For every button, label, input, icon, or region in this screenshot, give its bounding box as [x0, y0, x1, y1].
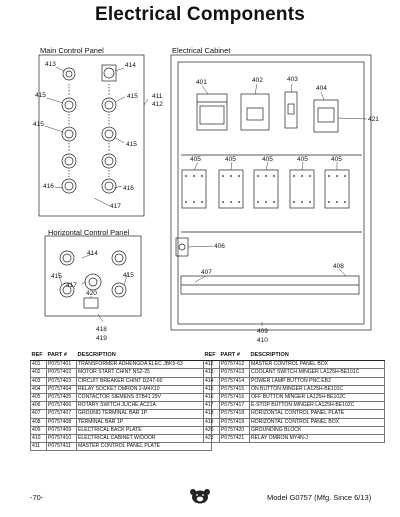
table-row	[204, 394, 385, 402]
description-cell: GROUND TERMINAL BAR 1P	[77, 410, 212, 418]
callout-407: 407	[201, 269, 212, 276]
ref-cell: 412	[204, 361, 220, 369]
column-header-description: DESCRIPTION	[77, 352, 212, 361]
callout-415: 415	[123, 272, 134, 279]
callout-421: 421	[368, 116, 379, 123]
electrical-cabinet-label: Electrical Cabinet	[172, 46, 231, 55]
table-row	[31, 418, 212, 426]
table-row	[204, 385, 385, 393]
description-cell: RELAY OMRON MY4N-J	[250, 435, 385, 443]
table-row	[31, 369, 212, 377]
ref-cell: 402	[31, 369, 47, 377]
part-number-cell: P0757412	[220, 361, 250, 369]
model-info: Model G0757 (Mfg. Since 6/13)	[267, 493, 372, 502]
ref-cell: 408	[31, 418, 47, 426]
table-row	[204, 377, 385, 385]
callout-415: 415	[33, 121, 44, 128]
part-number-cell: P0757409	[47, 426, 77, 434]
callout-409: 409	[257, 328, 268, 335]
table-row	[31, 443, 212, 451]
description-cell: MASTER CONTROL PANEL BOX	[250, 361, 385, 369]
part-number-cell: P0757408	[47, 418, 77, 426]
description-cell: E-STOP BUTTON MINGER LA125H-BE102C	[250, 402, 385, 410]
parts-table-right	[203, 352, 385, 443]
description-cell: GROUNDING BLOCK	[250, 426, 385, 434]
callout-410: 410	[257, 337, 268, 344]
table-row	[31, 402, 212, 410]
callout-401: 401	[196, 79, 207, 86]
ref-cell: 405	[31, 394, 47, 402]
table-row	[31, 361, 212, 369]
table-row	[204, 426, 385, 434]
callout-416: 416	[43, 183, 54, 190]
ref-cell: 418	[204, 410, 220, 418]
description-cell: POWER LAMP BUTTON PNC EB2	[250, 377, 385, 385]
column-header-part: PART #	[47, 352, 77, 361]
page-number: -70-	[30, 493, 44, 502]
callout-417: 417	[66, 282, 77, 289]
parts-table-left	[30, 352, 212, 451]
main-panel-buttons	[62, 65, 116, 193]
horizontal-panel-buttons	[60, 251, 126, 308]
callout-405: 405	[225, 156, 236, 163]
description-cell: ELECTRICAL BACK PLATE	[77, 426, 212, 434]
callout-415: 415	[127, 93, 138, 100]
part-number-cell: P0757405	[47, 394, 77, 402]
description-cell: COOLANT SWITCH MINGER LA125H-BE101C	[250, 369, 385, 377]
description-cell: RELAY SOCKET OMRON 2-M4X10	[77, 385, 212, 393]
callout-414: 414	[125, 62, 136, 69]
transformer	[197, 94, 227, 130]
bear-logo-icon	[189, 488, 211, 504]
table-row	[204, 435, 385, 443]
callout-415: 415	[126, 141, 137, 148]
callout-415: 415	[51, 273, 62, 280]
callout-405: 405	[331, 156, 342, 163]
table-row	[31, 385, 212, 393]
table-row	[31, 394, 212, 402]
ref-cell: 415	[204, 385, 220, 393]
callout-420: 420	[86, 290, 97, 297]
part-number-cell: P0757404	[47, 385, 77, 393]
horizontal-control-panel-label: Horizontal Control Panel	[48, 228, 130, 237]
table-row	[31, 426, 212, 434]
callout-405: 405	[297, 156, 308, 163]
ref-cell: 421	[204, 435, 220, 443]
part-number-cell: P0757417	[220, 402, 250, 410]
description-cell: HORIZONTAL CONTROL PANEL BOX	[250, 418, 385, 426]
callout-405: 405	[262, 156, 273, 163]
contactor-terminals	[185, 175, 346, 203]
electrical-cabinet	[171, 55, 371, 330]
ref-cell: 406	[31, 402, 47, 410]
callout-419: 419	[96, 335, 107, 342]
callout-403: 403	[287, 76, 298, 83]
main-control-panel-label: Main Control Panel	[40, 46, 104, 55]
ref-cell: 411	[31, 443, 47, 451]
part-number-cell: P0757415	[220, 385, 250, 393]
ref-cell: 407	[31, 410, 47, 418]
table-row	[204, 418, 385, 426]
description-cell: HORIZONTAL CONTROL PANEL PLATE	[250, 410, 385, 418]
description-cell: TERMINAL BAR 1P	[77, 418, 212, 426]
table-row	[204, 361, 385, 369]
ref-cell: 413	[204, 369, 220, 377]
ref-cell: 419	[204, 418, 220, 426]
column-header-ref: REF	[31, 352, 47, 361]
table-row	[204, 402, 385, 410]
callout-404: 404	[316, 85, 327, 92]
description-cell: MASTER CONTROL PANEL PLATE	[77, 443, 212, 451]
description-cell: ELECTRICAL CABINET W/DOOR	[77, 435, 212, 443]
table-row	[204, 369, 385, 377]
ref-cell: 410	[31, 435, 47, 443]
description-cell: TRANSFORMER ADHENGDA ELEC JBK5-63	[77, 361, 212, 369]
part-number-cell: P0757411	[47, 443, 77, 451]
part-number-cell: P0757420	[220, 426, 250, 434]
circuit-breaker	[285, 92, 297, 128]
description-cell: ROTARY SWITCH JUCHE AC21A	[77, 402, 212, 410]
part-number-cell: P0757410	[47, 435, 77, 443]
table-row	[31, 410, 212, 418]
ref-cell: 404	[31, 385, 47, 393]
part-number-cell: P0757416	[220, 394, 250, 402]
table-row	[31, 377, 212, 385]
part-number-cell: P0757403	[47, 377, 77, 385]
motor-starter	[241, 94, 269, 130]
callout-411: 411	[152, 93, 163, 100]
callout-408: 408	[333, 263, 344, 270]
part-number-cell: P0757401	[47, 361, 77, 369]
callout-414: 414	[87, 250, 98, 257]
ref-cell: 401	[31, 361, 47, 369]
table-row	[204, 410, 385, 418]
description-cell: CONTACTOR SIEMENS 3TB41 29V	[77, 394, 212, 402]
column-header-ref: REF	[204, 352, 220, 361]
ref-cell: 409	[31, 426, 47, 434]
part-number-cell: P0757414	[220, 377, 250, 385]
callout-413: 413	[45, 61, 56, 68]
column-header-description: DESCRIPTION	[250, 352, 385, 361]
callout-416: 416	[123, 185, 134, 192]
ref-cell: 403	[31, 377, 47, 385]
column-header-part: PART #	[220, 352, 250, 361]
callout-405: 405	[190, 156, 201, 163]
description-cell: OFF BUTTON MINGER LA125H-BE102C	[250, 394, 385, 402]
ref-cell: 414	[204, 377, 220, 385]
callout-417: 417	[110, 203, 121, 210]
callout-418: 418	[96, 326, 107, 333]
ref-cell: 417	[204, 402, 220, 410]
part-number-cell: P0757413	[220, 369, 250, 377]
callout-412: 412	[152, 101, 163, 108]
ref-cell: 420	[204, 426, 220, 434]
part-number-cell: P0757421	[220, 435, 250, 443]
part-number-cell: P0757407	[47, 410, 77, 418]
description-cell: ON BUTTON MINGER LA125H-BE101C	[250, 385, 385, 393]
relay-socket	[314, 100, 338, 132]
part-number-cell: P0757406	[47, 402, 77, 410]
part-number-cell: P0757418	[220, 410, 250, 418]
part-number-cell: P0757419	[220, 418, 250, 426]
table-row	[31, 435, 212, 443]
ref-cell: 416	[204, 394, 220, 402]
description-cell: CIRCUIT BREAKER CHINT DZ47-60	[77, 377, 212, 385]
description-cell: MOTOR START CHINT NS2-25	[77, 369, 212, 377]
page-title: Electrical Components	[94, 4, 306, 25]
callout-415: 415	[35, 92, 46, 99]
part-number-cell: P0757402	[47, 369, 77, 377]
callout-406: 406	[214, 243, 225, 250]
callout-402: 402	[252, 77, 263, 84]
